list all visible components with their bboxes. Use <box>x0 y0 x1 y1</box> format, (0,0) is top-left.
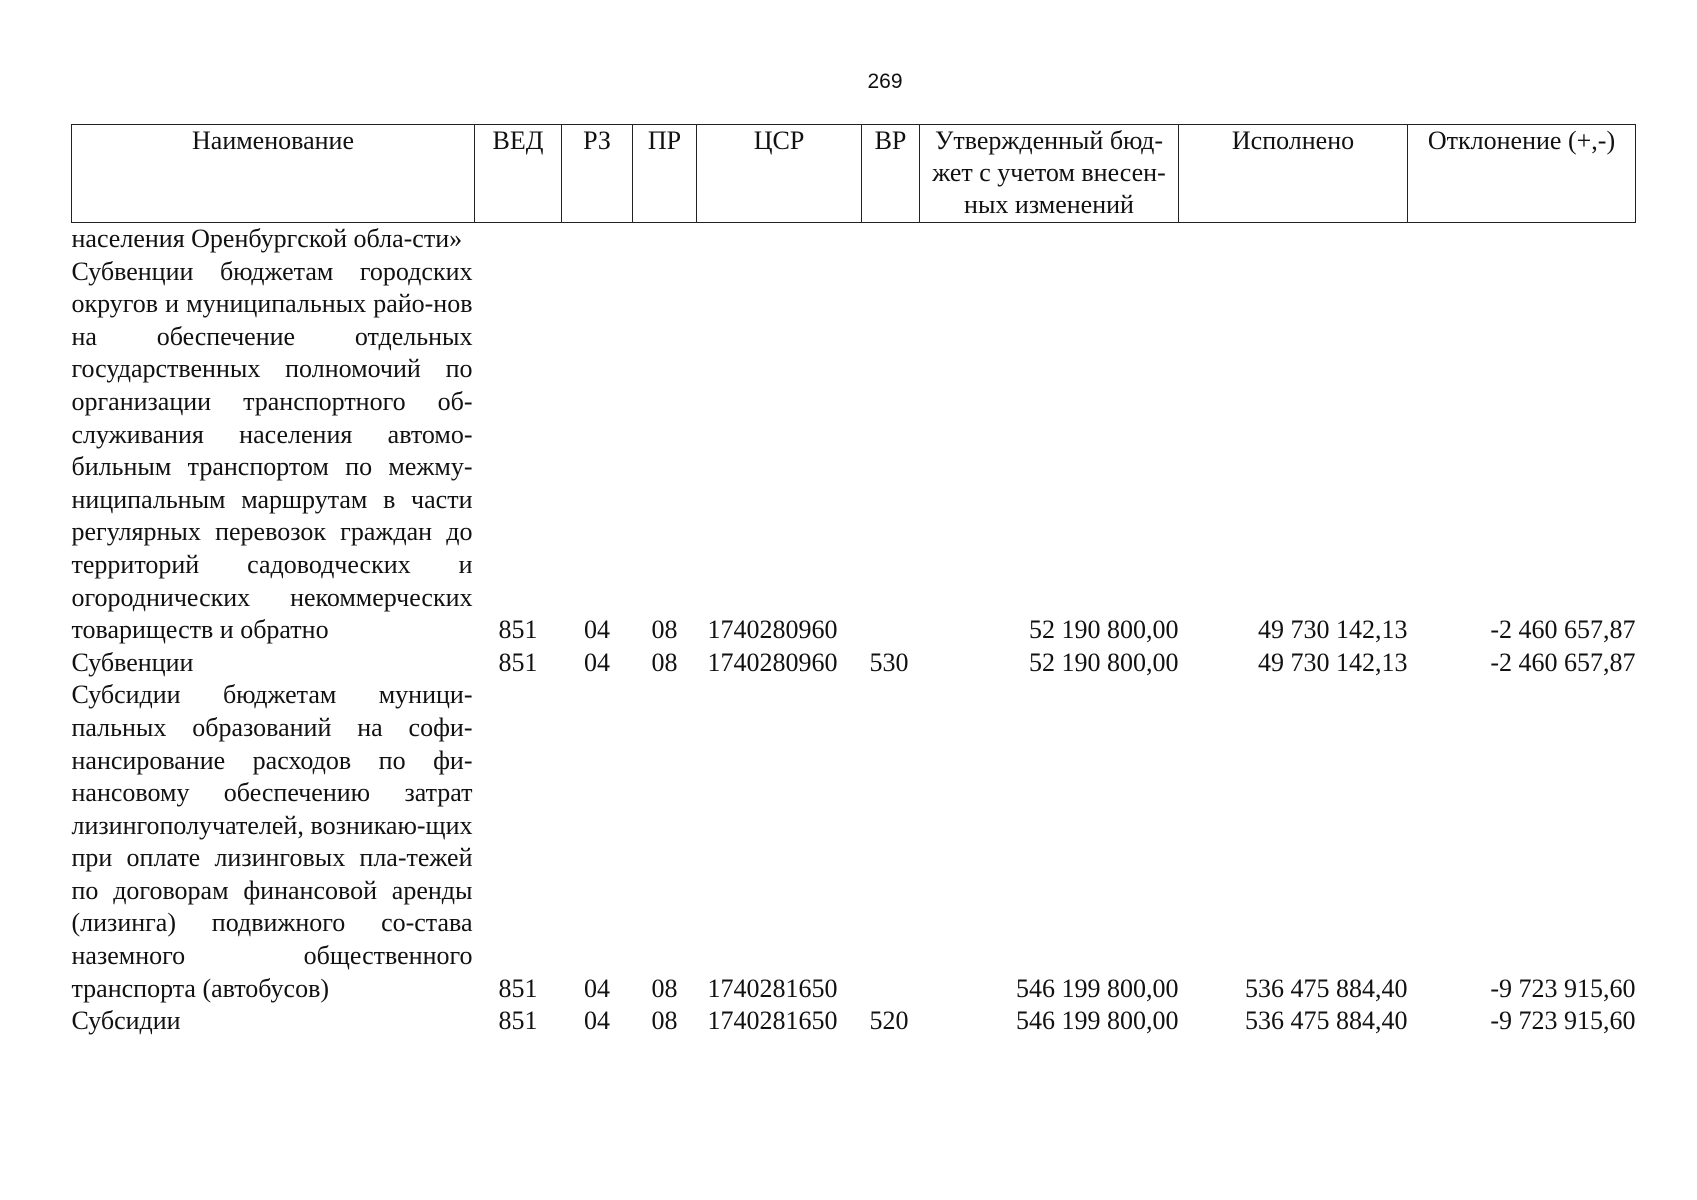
row-approved: 546 199 800,00 <box>1016 973 1179 1003</box>
budget-execution-table <box>71 124 1636 1038</box>
header-approved-budget: Утвержденный бюд-жет с учетом внесен-ных изменений <box>920 125 1179 223</box>
row-approved: 52 190 800,00 <box>1029 615 1179 645</box>
header-vr: ВР <box>862 125 920 223</box>
row-csr <box>697 223 862 256</box>
row-vr <box>862 223 920 256</box>
row-ved: 851 <box>498 615 538 645</box>
row-executed: 536 475 884,40 <box>1245 973 1408 1003</box>
table-row <box>72 679 1636 1005</box>
table-row <box>72 1005 1636 1038</box>
row-executed: 49 730 142,13 <box>1258 647 1408 677</box>
row-rz: 04 <box>584 647 610 677</box>
header-pr: ПР <box>633 125 697 223</box>
row-rz: 04 <box>584 1006 610 1036</box>
header-rz: РЗ <box>562 125 633 223</box>
row-csr: 1740280960 <box>707 615 838 645</box>
row-approved: 546 199 800,00 <box>1016 1006 1179 1036</box>
row-csr: 1740281650 <box>707 973 838 1003</box>
row-vr <box>862 256 920 647</box>
row-pr: 08 <box>651 615 678 645</box>
header-deviation: Отклонение (+,-) <box>1408 125 1636 223</box>
header-ved: ВЕД <box>475 125 562 223</box>
row-deviation: -2 460 657,87 <box>1490 615 1636 645</box>
row-name: Субвенции бюджетам городских округов и муниципальных райо-нов на обеспечение отдельных государственных полномочий по организации транспортного об-служивания населения автомо-бильным транспортом по межму-ниципальным маршрутам в части регулярных перевозок граждан до территорий садоводческих и огороднических некоммерческих товариществ и обратно <box>71 256 473 645</box>
page-number: 269 <box>867 70 903 93</box>
row-approved <box>920 223 1179 256</box>
row-ved <box>475 223 562 256</box>
row-csr: 1740280960 <box>707 647 838 677</box>
row-ved: 851 <box>498 1006 538 1036</box>
row-executed: 49 730 142,13 <box>1258 615 1408 645</box>
row-vr: 520 <box>869 1006 909 1036</box>
row-deviation <box>1408 223 1636 256</box>
table-row <box>72 647 1636 680</box>
row-pr: 08 <box>651 973 678 1003</box>
table-row <box>72 223 1636 256</box>
row-deviation: -9 723 915,60 <box>1490 973 1636 1003</box>
row-csr: 1740281650 <box>707 1006 838 1036</box>
row-vr: 530 <box>869 647 909 677</box>
row-ved: 851 <box>498 647 538 677</box>
row-approved: 52 190 800,00 <box>1029 647 1179 677</box>
row-pr: 08 <box>651 1006 678 1036</box>
row-rz: 04 <box>584 973 610 1003</box>
row-executed: 536 475 884,40 <box>1245 1006 1408 1036</box>
row-name: Субвенции <box>71 647 194 677</box>
row-vr <box>862 679 920 1005</box>
table-row <box>72 256 1636 647</box>
row-ved: 851 <box>498 973 538 1003</box>
table-header-row <box>72 125 1636 223</box>
header-csr: ЦСР <box>697 125 862 223</box>
row-deviation: -9 723 915,60 <box>1490 1006 1636 1036</box>
row-deviation: -2 460 657,87 <box>1490 647 1636 677</box>
header-name: Наименование <box>72 125 475 223</box>
row-executed <box>1179 223 1408 256</box>
header-executed: Исполнено <box>1179 125 1408 223</box>
row-pr: 08 <box>651 647 678 677</box>
row-name: Субсидии бюджетам муници-пальных образований на софи-нансирование расходов по фи-нансовому обеспечению затрат лизингополучателей, возникаю-щих при оплате лизинговых пла-тежей по договорам финансовой аренды (лизинга) подвижного со-става наземного общественного транспорта (автобусов) <box>71 680 473 1003</box>
row-rz <box>562 223 633 256</box>
row-name: населения Оренбургской обла-сти» <box>71 224 463 253</box>
row-pr <box>633 223 697 256</box>
row-rz: 04 <box>584 615 610 645</box>
row-name: Субсидии <box>71 1006 181 1036</box>
